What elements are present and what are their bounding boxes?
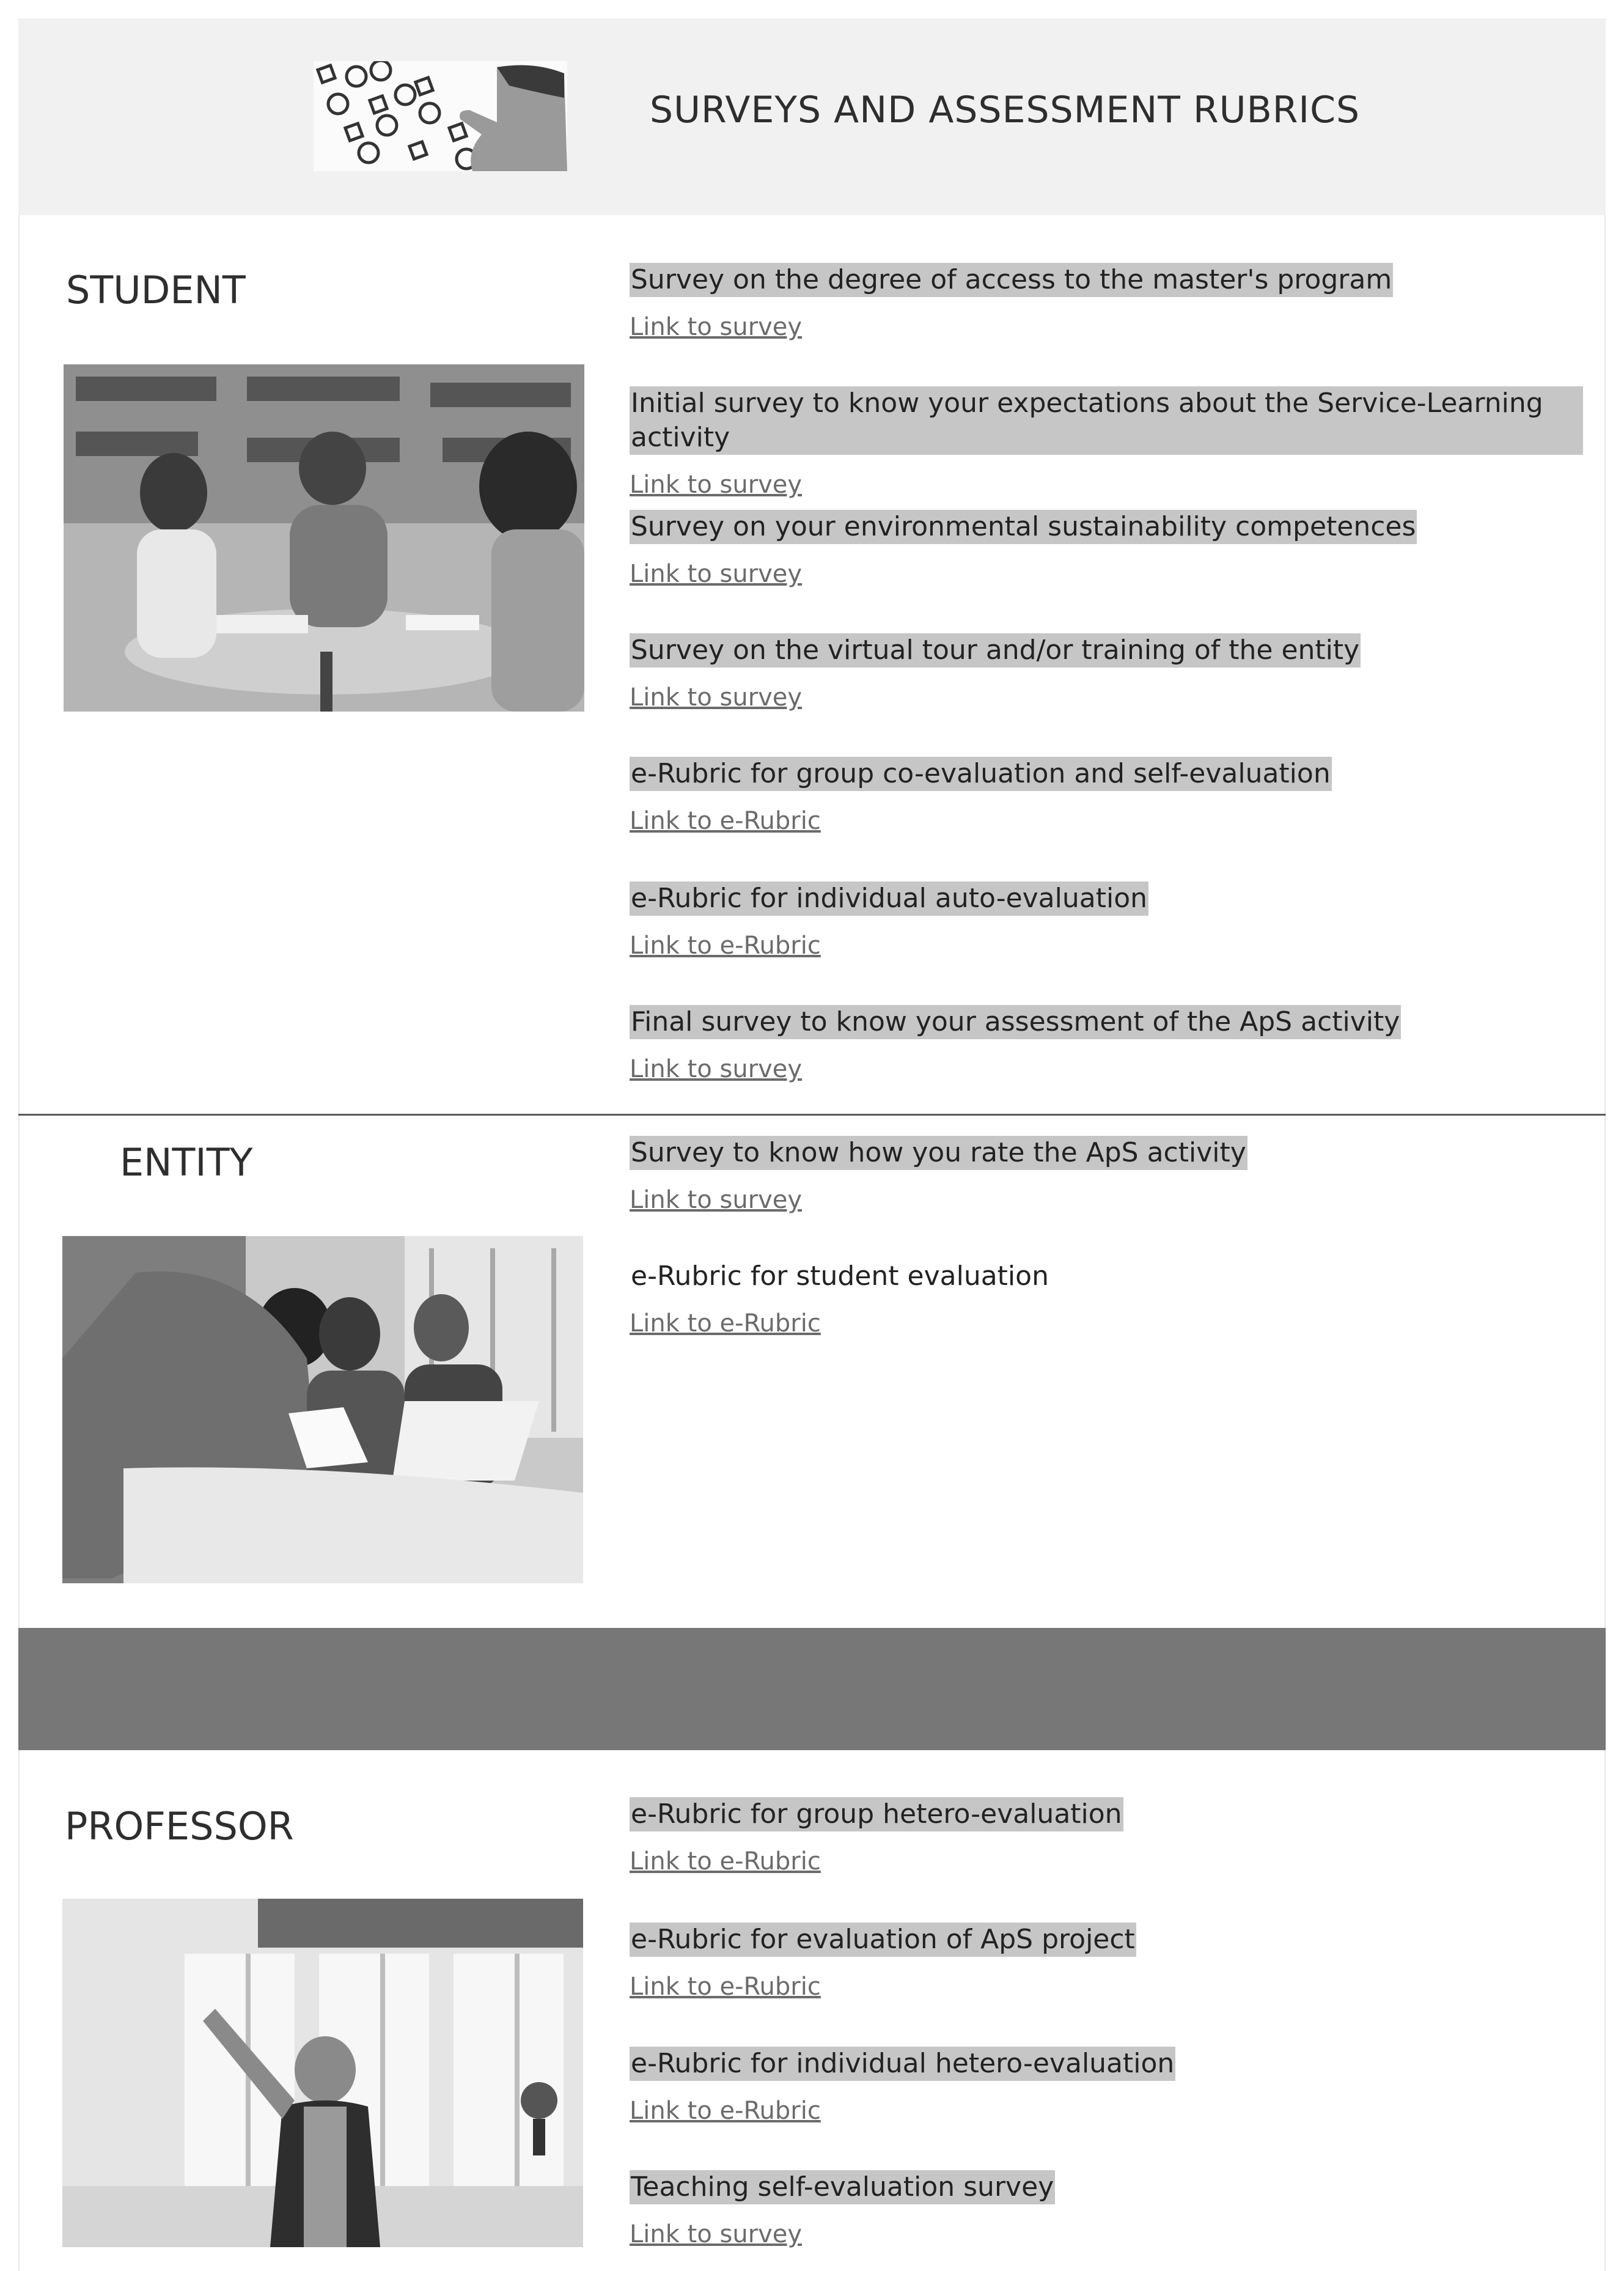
item-title: Initial survey to know your expectations about the Service-Learning activity [630,386,1583,455]
item-title: Survey on the degree of access to the master's program [630,263,1393,297]
item-title: Survey on your environmental sustainability competences [630,510,1417,544]
link-to-survey[interactable]: Link to survey [630,560,803,588]
list-item [630,757,1332,836]
link-to-erubric[interactable]: Link to e-Rubric [630,1309,821,1338]
list-item [630,1797,1123,1877]
list-item [630,1923,1136,2002]
item-title: Survey to know how you rate the ApS activity [630,1136,1247,1170]
list-item [630,1259,1050,1339]
professor-photo [62,1899,583,2247]
list-item [630,510,1417,589]
separator-band [18,1628,1606,1750]
link-to-survey[interactable]: Link to survey [630,2220,803,2248]
link-to-erubric[interactable]: Link to e-Rubric [630,2097,821,2125]
list-item [630,2170,1055,2250]
item-title: e-Rubric for individual hetero-evaluation [630,2047,1175,2081]
section-label-professor: PROFESSOR [65,1804,294,1849]
list-item [630,633,1361,713]
list-item [630,1005,1401,1084]
page-title: SURVEYS AND ASSESSMENT RUBRICS [650,89,1361,131]
list-item [630,1136,1247,1215]
link-to-survey[interactable]: Link to survey [630,313,803,341]
list-item [630,386,1583,500]
link-to-survey[interactable]: Link to survey [630,1186,803,1214]
link-to-erubric[interactable]: Link to e-Rubric [630,807,821,835]
entity-photo [62,1236,583,1583]
section-divider [18,1114,1606,1116]
list-item [630,2047,1175,2126]
link-to-erubric[interactable]: Link to e-Rubric [630,932,821,960]
link-to-survey[interactable]: Link to survey [630,683,803,712]
link-to-erubric[interactable]: Link to e-Rubric [630,1847,821,1875]
section-label-entity: ENTITY [120,1140,253,1185]
item-title: e-Rubric for student evaluation [631,1261,1049,1292]
survey-checklist-icon [314,61,567,171]
list-item [630,882,1148,961]
link-to-survey[interactable]: Link to survey [630,1055,803,1083]
link-to-survey[interactable]: Link to survey [630,471,803,499]
item-title: e-Rubric for group co-evaluation and self-evaluation [630,757,1332,791]
item-title: Final survey to know your assessment of the ApS activity [630,1005,1401,1039]
item-title: Teaching self-evaluation survey [630,2170,1055,2204]
link-to-erubric[interactable]: Link to e-Rubric [630,1973,821,2001]
item-title: e-Rubric for evaluation of ApS project [630,1923,1136,1957]
section-label-student: STUDENT [66,268,246,312]
item-title: e-Rubric for group hetero-evaluation [630,1797,1123,1831]
item-title: e-Rubric for individual auto-evaluation [630,882,1148,916]
student-photo [64,364,584,712]
list-item [630,263,1393,342]
page-header [18,18,1606,215]
item-title: Survey on the virtual tour and/or training of the entity [630,633,1361,668]
